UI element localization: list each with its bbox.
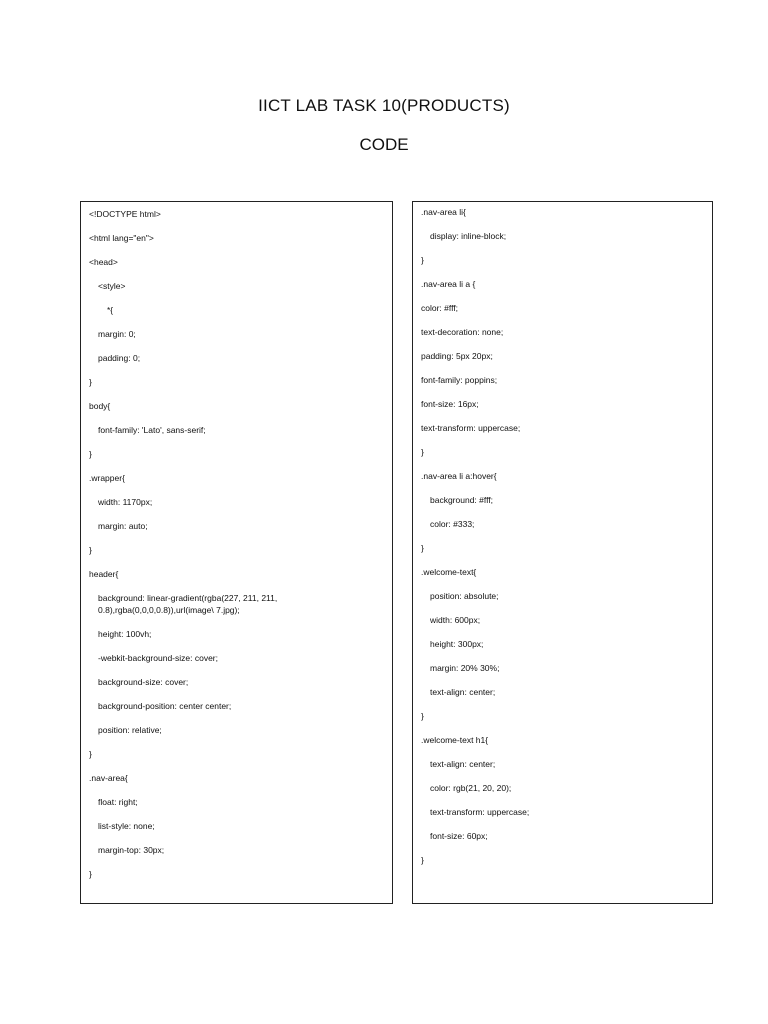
- code-line: position: absolute;: [430, 591, 499, 601]
- code-line: .nav-area{: [89, 773, 128, 783]
- code-line: margin: 20% 30%;: [430, 663, 500, 673]
- code-line: text-transform: uppercase;: [421, 423, 521, 433]
- code-line: }: [89, 545, 92, 555]
- code-line: background: #fff;: [430, 495, 494, 505]
- page-title: IICT LAB TASK 10(PRODUCTS): [258, 96, 510, 115]
- code-line: -webkit-background-size: cover;: [98, 653, 218, 663]
- code-line: font-family: 'Lato', sans-serif;: [98, 425, 206, 435]
- code-box-right: [412, 201, 713, 904]
- code-line: text-transform: uppercase;: [430, 807, 530, 817]
- code-line: font-size: 16px;: [421, 399, 479, 409]
- code-line: }: [89, 377, 92, 387]
- code-line: *{: [107, 305, 114, 315]
- code-line: display: inline-block;: [430, 231, 507, 241]
- code-line: background-size: cover;: [98, 677, 189, 687]
- page-subtitle: CODE: [359, 135, 409, 154]
- code-line: }: [421, 855, 424, 865]
- code-line: height: 300px;: [430, 639, 484, 649]
- code-line: <style>: [98, 281, 126, 291]
- code-line: width: 1170px;: [98, 497, 153, 507]
- code-line: font-family: poppins;: [421, 375, 498, 385]
- code-line: position: relative;: [98, 725, 162, 735]
- code-line: .nav-area li a {: [421, 279, 476, 289]
- code-line: text-align: center;: [430, 759, 496, 769]
- code-line: }: [421, 543, 424, 553]
- code-line: float: right;: [98, 797, 138, 807]
- code-line: }: [421, 447, 424, 457]
- code-line: list-style: none;: [98, 821, 155, 831]
- code-line: padding: 5px 20px;: [421, 351, 493, 361]
- code-line: }: [89, 749, 92, 759]
- code-line: width: 600px;: [430, 615, 481, 625]
- code-line: .welcome-text{: [421, 567, 477, 577]
- code-line: background-position: center center;: [98, 701, 232, 711]
- code-line: <html lang="en">: [89, 233, 154, 243]
- code-line: .welcome-text h1{: [421, 735, 489, 745]
- code-line: <head>: [89, 257, 118, 267]
- code-line: margin-top: 30px;: [98, 845, 165, 855]
- code-line: body{: [89, 401, 111, 411]
- code-line: .wrapper{: [89, 473, 125, 483]
- code-line: }: [421, 711, 424, 721]
- code-line: }: [89, 869, 92, 879]
- code-line: color: #fff;: [421, 303, 459, 313]
- code-line: }: [89, 449, 92, 459]
- code-line: color: rgb(21, 20, 20);: [430, 783, 512, 793]
- code-line: font-size: 60px;: [430, 831, 488, 841]
- code-line: <!DOCTYPE html>: [89, 209, 161, 219]
- code-line: header{: [89, 569, 119, 579]
- code-line: text-decoration: none;: [421, 327, 504, 337]
- code-line: text-align: center;: [430, 687, 496, 697]
- code-line: background: linear-gradient(rgba(227, 211, 211, 0.8),rgba(0,0,0,0.8)),url(image\ 7.jpg);: [98, 593, 278, 615]
- code-line: }: [421, 255, 424, 265]
- code-line: margin: auto;: [98, 521, 148, 531]
- code-line: height: 100vh;: [98, 629, 152, 639]
- code-line: .nav-area li{: [421, 207, 466, 217]
- code-line: padding: 0;: [98, 353, 141, 363]
- code-line: margin: 0;: [98, 329, 136, 339]
- code-box-left: [80, 201, 393, 904]
- code-line: .nav-area li a:hover{: [421, 471, 497, 481]
- code-line: color: #333;: [430, 519, 475, 529]
